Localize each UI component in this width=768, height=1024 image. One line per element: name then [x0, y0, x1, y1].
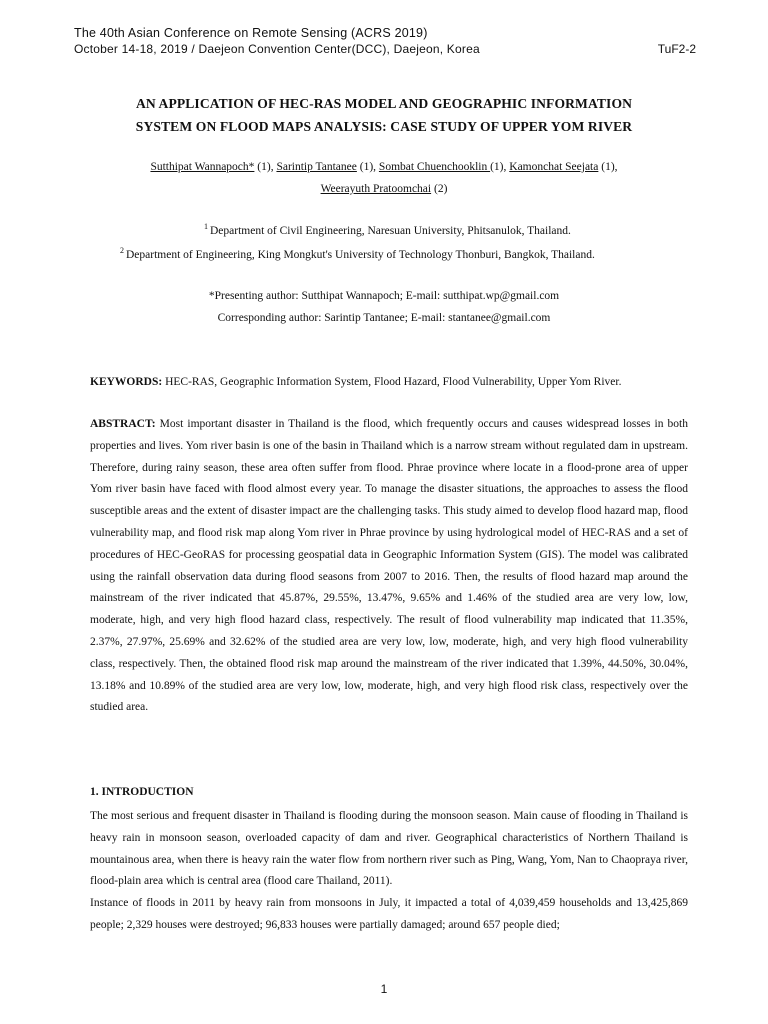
author-name: Weerayuth Pratoomchai [320, 183, 432, 195]
corresponding-author: Corresponding author: Sarintip Tantanee; E-mail: stantanee@gmail.com [217, 312, 551, 324]
abstract-label: ABSTRACT: [90, 418, 156, 430]
page-number: 1 [380, 982, 388, 996]
author-list [60, 156, 708, 200]
presenting-author: *Presenting author: Sutthipat Wannapoch; E-mail: sutthipat.wp@gmail.com [208, 290, 560, 302]
affiliation-number: 1 [204, 222, 208, 231]
paper-code: TuF2-2 [657, 42, 696, 56]
affiliation-text: Department of Engineering, King Mongkut's University of Technology Thonburi, Bangkok, Thailand. [126, 249, 595, 261]
author-line-2 [60, 178, 708, 200]
title-line-2: SYSTEM ON FLOOD MAPS ANALYSIS: CASE STUDY OF UPPER YOM RIVER [135, 119, 633, 134]
keywords-text: HEC-RAS, Geographic Information System, Flood Hazard, Flood Vulnerability, Upper Yom River. [162, 376, 622, 388]
author-affiliation-ref: (1), [356, 161, 379, 173]
introduction-body [90, 806, 688, 937]
author-name: Sarintip Tantanee [276, 161, 357, 173]
author-name: Sutthipat Wannapoch* [150, 161, 255, 173]
author-affiliation-ref: (1), [254, 161, 277, 173]
abstract [90, 414, 688, 719]
conference-header-line2: October 14-18, 2019 / Daejeon Convention Center(DCC), Daejeon, Korea [74, 42, 480, 56]
author-line-1 [60, 156, 708, 178]
affiliation-text: Department of Civil Engineering, Naresuan University, Phitsanulok, Thailand. [210, 225, 571, 237]
author-affiliation-ref: (1), [490, 161, 510, 173]
author-name: Sombat Chuenchooklin [378, 161, 491, 173]
author-affiliation-ref: (2) [431, 183, 448, 195]
author-name: Kamonchat Seejata [509, 161, 599, 173]
conference-header-line1: The 40th Asian Conference on Remote Sensing (ACRS 2019) [74, 26, 428, 40]
keywords-label: KEYWORDS: [90, 376, 163, 388]
paper-title [60, 92, 708, 138]
affiliation-2 [120, 246, 595, 261]
author-affiliation-ref: (1), [598, 161, 618, 173]
affiliation-number: 2 [120, 246, 124, 255]
keywords [90, 376, 621, 388]
title-line-1: AN APPLICATION OF HEC-RAS MODEL AND GEOGRAPHIC INFORMATION [135, 96, 633, 111]
introduction-paragraph-1: The most serious and frequent disaster in Thailand is flooding during the monsoon season. Main cause of flooding in Thailand is heavy rain in monsoon season, overloaded capacity of dam and river. Geographical characteristics of Northern Thailand is mountainous area, when there is heavy rain the water flow from northern river such as Ping, Wang, Yom, Nan to Chaopraya river, flood-plain area which is central area (flood care Thailand, 2011). [90, 810, 688, 888]
section-heading-introduction: 1. INTRODUCTION [90, 786, 194, 798]
abstract-text: Most important disaster in Thailand is the flood, which frequently occurs and causes widespread losses in both properties and lives. Yom river basin is one of the basin in Thailand which is a narrow stream without regulated dam in upstream. Therefore, during rainy season, these area often suffer from flood. Phrae province where locate in a flood-prone area of upper Yom river basin have faced with flood almost every year. To manage the disaster situations, the approaches to assess the flood susceptible areas and the extent of disaster impact are the challenging tasks. This study aimed to develop flood hazard map, flood vulnerability map, and flood risk map along Yom river in Phrae province by using hydrological model of HEC-RAS and a set of procedures of HEC-GeoRAS for processing geospatial data in Geographic Information System (GIS). The model was calibrated using the rainfall observation data during flood seasons from 2007 to 2016. Then, the results of flood hazard map around the mainstream of the river indicated that 45.87%, 29.55%, 13.47%, 9.65% and 1.46% of the studied area are very low, low, moderate, high, and very high flood hazard class, respectively. The result of flood vulnerability map indicated that 11.35%, 2.37%, 27.97%, 25.69% and 32.62% of the studied area are very low, low, moderate, high, and very high flood vulnerability class, respectively. Then, the obtained flood risk map around the mainstream of the river indicated that 1.39%, 44.50%, 30.04%, 13.18% and 10.89% of the studied area are very low, low, moderate, high, and very high flood risk class, respectively over the studied area. [90, 418, 688, 714]
affiliation-1 [204, 222, 571, 237]
introduction-paragraph-2: Instance of floods in 2011 by heavy rain from monsoons in July, it impacted a total of 4,039,459 households and 13,425,869 people; 2,329 houses were destroyed; 96,833 houses were partially damaged; around 657 people died; [90, 897, 688, 931]
